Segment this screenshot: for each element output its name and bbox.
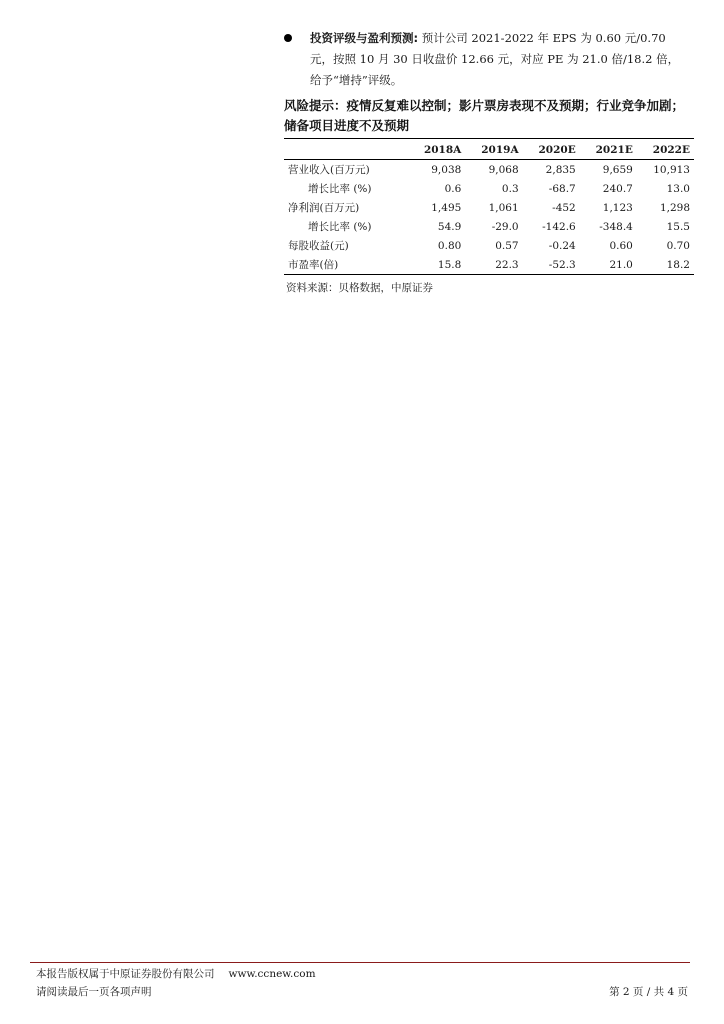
table-cell: -142.6 bbox=[542, 220, 576, 233]
rating-title: 投资评级与盈利预测: bbox=[310, 31, 419, 45]
risk-warning bbox=[284, 96, 694, 136]
data-source-note: 资料来源：贝格数据，中原证券 bbox=[286, 282, 433, 294]
table-cell: 0.60 bbox=[609, 239, 633, 252]
table-header-row bbox=[284, 139, 694, 160]
risk-line2: 储备项目进度不及预期 bbox=[284, 118, 410, 133]
bullet-dot-icon bbox=[284, 34, 292, 42]
rating-text bbox=[310, 28, 704, 91]
copyright-text: 本报告版权属于中原证券股份有限公司 bbox=[36, 968, 215, 980]
footer-disclaimer: 请阅读最后一页各项声明 bbox=[36, 986, 152, 998]
row-label: 市盈率(倍) bbox=[284, 255, 408, 275]
website-link[interactable]: www.ccnew.com bbox=[228, 968, 316, 980]
table-cell: 13.0 bbox=[666, 182, 690, 195]
table-row bbox=[284, 255, 694, 275]
table-row bbox=[284, 217, 694, 236]
table-cell: 9,068 bbox=[488, 163, 519, 176]
table-cell: 0.70 bbox=[666, 239, 690, 252]
table-cell: 9,659 bbox=[602, 163, 633, 176]
table-cell: -68.7 bbox=[548, 182, 576, 195]
table-header-cell: 2018A bbox=[408, 139, 465, 160]
table-cell: 1,298 bbox=[659, 201, 690, 214]
table-cell: 0.57 bbox=[495, 239, 519, 252]
row-label: 增长比率 (%) bbox=[308, 221, 372, 233]
table-cell: -52.3 bbox=[523, 255, 580, 275]
row-label: 营业收入(百万元) bbox=[288, 164, 370, 176]
table-cell: 54.9 bbox=[437, 220, 462, 233]
page-number: 第 2 页 / 共 4 页 bbox=[609, 986, 688, 998]
table-header-cell: 2019A bbox=[465, 139, 522, 160]
table-cell: 22.3 bbox=[465, 255, 522, 275]
table-cell: 240.7 bbox=[602, 182, 633, 195]
table-header-cell: 2020E bbox=[523, 139, 580, 160]
risk-line1: 风险提示：疫情反复难以控制；影片票房表现不及预期；行业竞争加剧； bbox=[284, 98, 685, 113]
table-cell: 18.2 bbox=[637, 255, 694, 275]
table-cell: 2,835 bbox=[545, 163, 576, 176]
row-label: 净利润(百万元) bbox=[288, 202, 360, 214]
table-cell: 15.5 bbox=[666, 220, 690, 233]
table-cell: 1,061 bbox=[488, 201, 519, 214]
table-cell: 21.0 bbox=[580, 255, 637, 275]
table-cell: 1,123 bbox=[602, 201, 633, 214]
rating-line3: 给予“增持”评级。 bbox=[310, 73, 403, 87]
row-label: 增长比率 (%) bbox=[308, 183, 372, 195]
table-header-cell: 2021E bbox=[580, 139, 637, 160]
rating-bullet bbox=[284, 28, 704, 91]
footer-divider bbox=[30, 962, 690, 963]
table-cell: 15.8 bbox=[408, 255, 465, 275]
table-row bbox=[284, 236, 694, 255]
table-cell: 10,913 bbox=[653, 163, 690, 176]
table-cell: 1,495 bbox=[431, 201, 462, 214]
table-cell: 9,038 bbox=[431, 163, 462, 176]
table-row bbox=[284, 160, 694, 180]
rating-line2: 元，按照 10 月 30 日收盘价 12.66 元，对应 PE 为 21.0 倍/18.2 倍， bbox=[310, 52, 680, 66]
table-header-cell bbox=[284, 139, 408, 160]
table-cell: -452 bbox=[552, 201, 576, 214]
table-header-cell: 2022E bbox=[637, 139, 694, 160]
table-cell: 0.6 bbox=[444, 182, 462, 195]
footer-copyright bbox=[36, 966, 316, 981]
table-cell: -348.4 bbox=[599, 220, 633, 233]
table-cell: 0.3 bbox=[501, 182, 519, 195]
table-row bbox=[284, 198, 694, 217]
table-cell: 0.80 bbox=[437, 239, 462, 252]
table-cell: -0.24 bbox=[548, 239, 576, 252]
table-row bbox=[284, 179, 694, 198]
rating-line1: 预计公司 2021-2022 年 EPS 为 0.60 元/0.70 bbox=[421, 31, 666, 45]
row-label: 每股收益(元) bbox=[288, 240, 349, 252]
financial-forecast-table bbox=[284, 138, 694, 275]
table-cell: -29.0 bbox=[491, 220, 519, 233]
